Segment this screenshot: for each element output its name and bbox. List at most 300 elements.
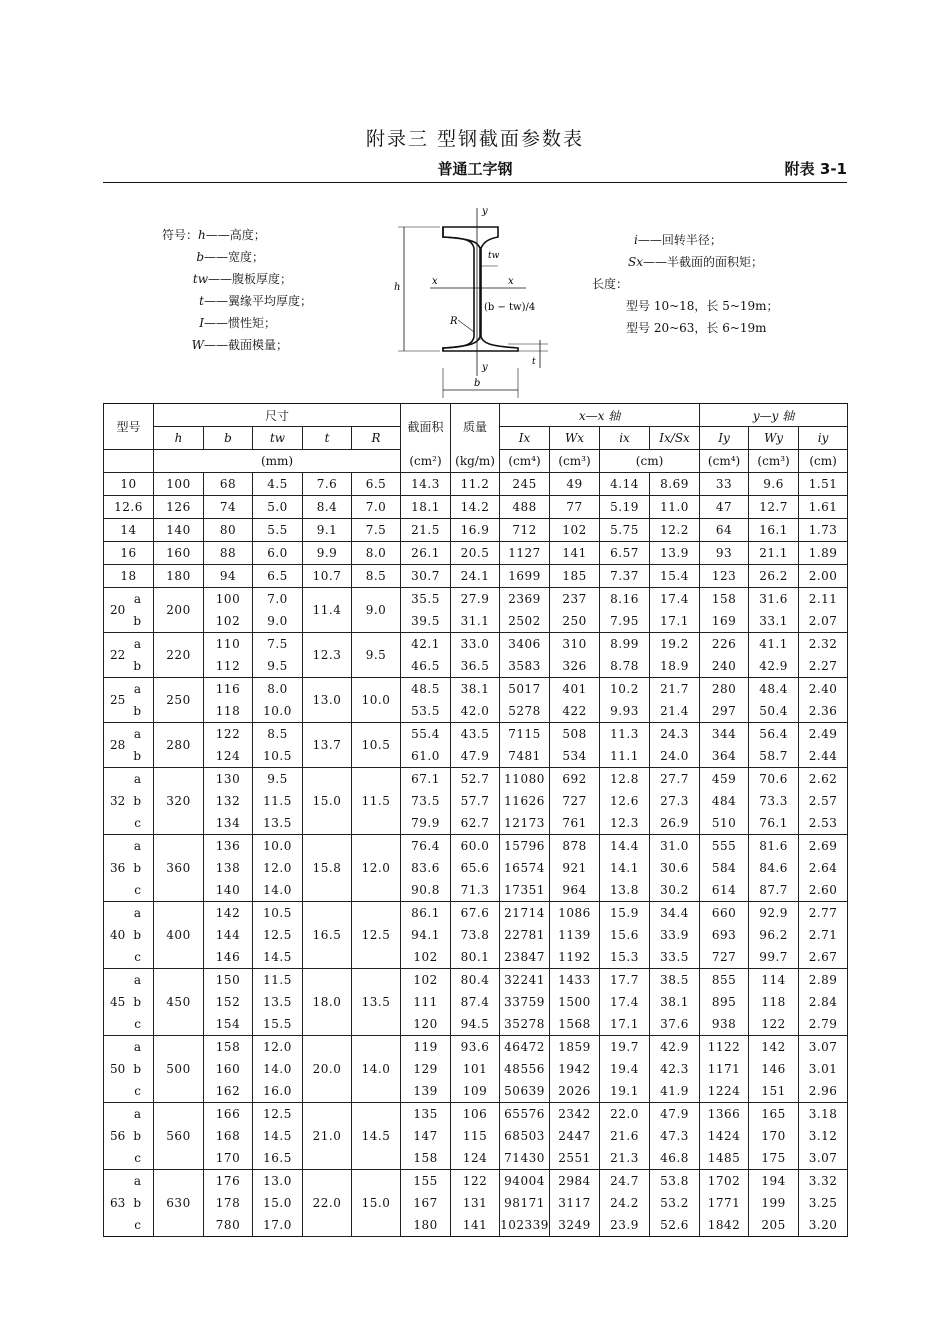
cell-r: 13.5 (352, 969, 401, 1036)
cell-area: 119 (401, 1036, 451, 1059)
cell-b: 74 (204, 496, 253, 519)
legend-row (162, 290, 312, 312)
cell-type: 18 (104, 565, 154, 588)
cell-ix: 8.78 (600, 655, 650, 678)
t-label: t (532, 357, 536, 367)
cell-mass: 60.0 (451, 835, 500, 858)
table-row (104, 473, 848, 496)
type-suffix: c (134, 950, 141, 964)
cell-type (104, 902, 154, 925)
legend-text: ——半截面的面积矩； (643, 255, 764, 269)
cell-mass: 94.5 (451, 1013, 500, 1036)
cell-r: 14.0 (352, 1036, 401, 1103)
cell-h: 140 (154, 519, 204, 542)
cell-wx: 1192 (550, 946, 600, 969)
cell-wy: 58.7 (749, 745, 799, 768)
cell-wx: 1433 (550, 969, 600, 992)
cell-h: 450 (154, 969, 204, 1036)
legend-text: ——宽度； (204, 250, 265, 264)
cell-h: 180 (154, 565, 204, 588)
col-header-ix-sx: Ix/Sx (650, 427, 700, 450)
cell-mass: 93.6 (451, 1036, 500, 1059)
cell-type: 12.6 (104, 496, 154, 519)
col-header-area: 截面积 (401, 404, 451, 450)
cell-area: 61.0 (401, 745, 451, 768)
cell-tw: 11.5 (253, 969, 303, 992)
cell-t: 13.0 (303, 678, 352, 723)
cell-ix: 17.4 (600, 991, 650, 1013)
cell-wy: 114 (749, 969, 799, 992)
table-row (104, 902, 848, 925)
cell-iy: 2.40 (799, 678, 848, 701)
cell-iy: 1.89 (799, 542, 848, 565)
cell-type (104, 879, 154, 902)
cell-ix: 5017 (500, 678, 550, 701)
cell-ixsx: 15.4 (650, 565, 700, 588)
unit-ix-radius: (cm) (600, 450, 700, 473)
cell-wx: 964 (550, 879, 600, 902)
cell-iy: 2.00 (799, 565, 848, 588)
table-row (104, 1103, 848, 1126)
cell-ix: 22781 (500, 924, 550, 946)
cell-area: 139 (401, 1080, 451, 1103)
cell-t: 9.9 (303, 542, 352, 565)
cell-type (104, 1080, 154, 1103)
cell-area: 155 (401, 1170, 451, 1193)
cell-ix: 23.9 (600, 1214, 650, 1237)
cell-t: 21.0 (303, 1103, 352, 1170)
cell-ix: 12.3 (600, 812, 650, 835)
cell-ixsx: 52.6 (650, 1214, 700, 1237)
col-header-dims: 尺寸 (154, 404, 401, 427)
cell-wy: 9.6 (749, 473, 799, 496)
x-axis-label-left: x (432, 276, 438, 287)
col-header-ix-inertia: Ix (500, 427, 550, 450)
cell-iy: 2.60 (799, 879, 848, 902)
cell-mass: 31.1 (451, 610, 500, 633)
cell-tw: 4.5 (253, 473, 303, 496)
cell-ix: 21.3 (600, 1147, 650, 1170)
cell-tw: 10.0 (253, 835, 303, 858)
type-suffix: b (133, 704, 141, 718)
cell-iy: 280 (700, 678, 749, 701)
cell-wy: 56.4 (749, 723, 799, 746)
cell-mass: 11.2 (451, 473, 500, 496)
cell-t: 12.3 (303, 633, 352, 678)
cell-ixsx: 27.3 (650, 790, 700, 812)
cell-iy: 484 (700, 790, 749, 812)
cell-iy: 1842 (700, 1214, 749, 1237)
ratio-label: (b − tw)/4 (484, 302, 536, 313)
cell-b: 152 (204, 991, 253, 1013)
cell-ixsx: 24.0 (650, 745, 700, 768)
table-row (104, 723, 848, 746)
cell-wx: 1086 (550, 902, 600, 925)
cell-type (104, 1192, 154, 1214)
cell-wx: 727 (550, 790, 600, 812)
cell-area: 129 (401, 1058, 451, 1080)
cell-area: 18.1 (401, 496, 451, 519)
cell-b: 166 (204, 1103, 253, 1126)
cell-area: 30.7 (401, 565, 451, 588)
cell-iy: 2.89 (799, 969, 848, 992)
cell-ix: 11.3 (600, 723, 650, 746)
cell-iy: 1771 (700, 1192, 749, 1214)
legend-row (592, 295, 779, 317)
cell-iy: 1.51 (799, 473, 848, 496)
legend-text: ——截面模量； (204, 338, 289, 352)
table-row (104, 812, 848, 835)
cell-h: 280 (154, 723, 204, 768)
cell-area: 135 (401, 1103, 451, 1126)
cell-b: 132 (204, 790, 253, 812)
unit-wy: (cm³) (749, 450, 799, 473)
legend-text: 型号 20~63，长 6~19m (626, 321, 767, 335)
cell-ix: 5.75 (600, 519, 650, 542)
cell-ix: 7.37 (600, 565, 650, 588)
cell-type (104, 678, 154, 707)
cell-area: 73.5 (401, 790, 451, 812)
cell-ix: 11.1 (600, 745, 650, 768)
table-number: 附表 3-1 (784, 160, 847, 178)
cell-ixsx: 26.9 (650, 812, 700, 835)
cell-ixsx: 33.9 (650, 924, 700, 946)
cell-ix: 17.7 (600, 969, 650, 992)
cell-iy: 2.11 (799, 588, 848, 611)
cell-wy: 199 (749, 1192, 799, 1214)
cell-iy: 459 (700, 768, 749, 791)
cell-type (104, 969, 154, 992)
cell-ixsx: 17.4 (650, 588, 700, 611)
cell-b: 110 (204, 633, 253, 656)
cell-ix: 6.57 (600, 542, 650, 565)
cell-b: 100 (204, 588, 253, 611)
type-suffix: b (133, 749, 141, 763)
cell-r: 8.0 (352, 542, 401, 565)
cell-b: 80 (204, 519, 253, 542)
cell-tw: 15.5 (253, 1013, 303, 1036)
cell-tw: 6.0 (253, 542, 303, 565)
cell-area: 83.6 (401, 857, 451, 879)
cell-iy: 555 (700, 835, 749, 858)
table-row (104, 768, 848, 791)
cell-iy: 3.12 (799, 1125, 848, 1147)
cell-wx: 1859 (550, 1036, 600, 1059)
cell-type (104, 1170, 154, 1193)
cell-mass: 24.1 (451, 565, 500, 588)
cell-h: 360 (154, 835, 204, 902)
cell-ix: 10.2 (600, 678, 650, 701)
cell-ix: 16574 (500, 857, 550, 879)
cell-mass: 101 (451, 1058, 500, 1080)
cell-tw: 13.0 (253, 1170, 303, 1193)
cell-ix: 488 (500, 496, 550, 519)
cell-iy: 2.84 (799, 991, 848, 1013)
cell-iy: 2.27 (799, 655, 848, 678)
cell-b: 68 (204, 473, 253, 496)
cell-wy: 142 (749, 1036, 799, 1059)
cell-tw: 16.5 (253, 1147, 303, 1170)
type-suffix: a (133, 1174, 141, 1188)
cell-wy: 42.9 (749, 655, 799, 678)
cell-t: 8.4 (303, 496, 352, 519)
table-row (104, 879, 848, 902)
type-suffix: a (133, 1107, 141, 1121)
cell-r: 14.5 (352, 1103, 401, 1170)
x-axis-label-right: x (508, 276, 514, 287)
legend-text: 长度： (592, 277, 629, 291)
cell-wy: 50.4 (749, 700, 799, 723)
type-number: 20 (110, 603, 126, 617)
table-row (104, 745, 848, 768)
type-number: 28 (110, 738, 126, 752)
cell-t: 20.0 (303, 1036, 352, 1103)
cell-ixsx: 27.7 (650, 768, 700, 791)
type-suffix: b (133, 614, 141, 628)
cell-tw: 14.5 (253, 1125, 303, 1147)
cell-tw: 13.5 (253, 991, 303, 1013)
cell-iy: 2.64 (799, 857, 848, 879)
cell-h: 500 (154, 1036, 204, 1103)
cell-mass: 16.9 (451, 519, 500, 542)
cell-ix: 7115 (500, 723, 550, 746)
cell-area: 42.1 (401, 633, 451, 656)
cell-ix: 48556 (500, 1058, 550, 1080)
cell-iy: 2.44 (799, 745, 848, 768)
cell-ix: 102339 (500, 1214, 550, 1237)
type-number: 40 (110, 928, 126, 942)
type-suffix: c (134, 816, 141, 830)
cell-tw: 16.0 (253, 1080, 303, 1103)
cell-wx: 1139 (550, 924, 600, 946)
col-header-iy-radius: iy (799, 427, 848, 450)
table-row (104, 790, 848, 812)
cell-ix: 8.99 (600, 633, 650, 656)
cell-ixsx: 53.2 (650, 1192, 700, 1214)
cell-b: 112 (204, 655, 253, 678)
cell-ix: 94004 (500, 1170, 550, 1193)
b-label: b (474, 378, 481, 389)
cell-b: 160 (204, 1058, 253, 1080)
cell-type (104, 857, 154, 879)
cell-ix: 4.14 (600, 473, 650, 496)
cell-ix: 2369 (500, 588, 550, 611)
cell-t: 18.0 (303, 969, 352, 1036)
cell-tw: 12.5 (253, 924, 303, 946)
cell-ixsx: 8.69 (650, 473, 700, 496)
cell-type (104, 655, 154, 678)
cell-iy: 3.32 (799, 1170, 848, 1193)
cell-ix: 2502 (500, 610, 550, 633)
type-suffix: a (133, 839, 141, 853)
cell-t: 7.6 (303, 473, 352, 496)
cell-mass: 33.0 (451, 633, 500, 656)
cell-b: 146 (204, 946, 253, 969)
cell-wx: 326 (550, 655, 600, 678)
legend-symbol: tw (192, 272, 208, 286)
cell-wy: 122 (749, 1013, 799, 1036)
y-axis-label-top: y (482, 206, 488, 217)
cell-wy: 170 (749, 1125, 799, 1147)
cell-wx: 692 (550, 768, 600, 791)
type-suffix: b (133, 659, 141, 673)
cell-b: 138 (204, 857, 253, 879)
i-beam-left-flange (443, 227, 474, 351)
cell-iy: 1122 (700, 1036, 749, 1059)
cell-iy: 660 (700, 902, 749, 925)
col-header-tw: tw (253, 427, 303, 450)
legend-row (592, 229, 779, 251)
cell-type: 16 (104, 542, 154, 565)
type-suffix: a (133, 637, 141, 651)
cell-type (104, 1103, 154, 1126)
cell-wx: 761 (550, 812, 600, 835)
cell-ix: 14.4 (600, 835, 650, 858)
cell-ix: 15.6 (600, 924, 650, 946)
cell-wx: 250 (550, 610, 600, 633)
cell-t: 15.8 (303, 835, 352, 902)
table-row (104, 542, 848, 565)
type-number: 32 (110, 794, 126, 808)
cell-ix: 5278 (500, 700, 550, 723)
cell-iy: 3.07 (799, 1036, 848, 1059)
cell-tw: 11.5 (253, 790, 303, 812)
cell-ix: 11080 (500, 768, 550, 791)
cell-wy: 87.7 (749, 879, 799, 902)
cell-iy: 2.79 (799, 1013, 848, 1036)
cell-area: 55.4 (401, 723, 451, 746)
cell-tw: 5.0 (253, 496, 303, 519)
cell-area: 86.1 (401, 902, 451, 925)
legend-text: ——高度； (205, 228, 266, 242)
cell-mass: 62.7 (451, 812, 500, 835)
cell-ix: 23847 (500, 946, 550, 969)
cell-wy: 70.6 (749, 768, 799, 791)
cell-b: 780 (204, 1214, 253, 1237)
cell-area: 102 (401, 946, 451, 969)
cell-ix: 15.3 (600, 946, 650, 969)
cell-ix: 15796 (500, 835, 550, 858)
cell-iy: 693 (700, 924, 749, 946)
cell-type (104, 812, 154, 835)
cell-b: 144 (204, 924, 253, 946)
cell-tw: 13.5 (253, 812, 303, 835)
cell-wy: 99.7 (749, 946, 799, 969)
cell-tw: 7.5 (253, 633, 303, 656)
type-suffix: a (133, 906, 141, 920)
table-name: 普通工字钢 (437, 160, 513, 178)
type-suffix: a (133, 973, 141, 987)
cell-ix: 17.1 (600, 1013, 650, 1036)
cell-iy: 297 (700, 700, 749, 723)
cell-ixsx: 24.3 (650, 723, 700, 746)
table-row (104, 1013, 848, 1036)
cell-h: 160 (154, 542, 204, 565)
cell-b: 168 (204, 1125, 253, 1147)
cell-b: 122 (204, 723, 253, 746)
cell-mass: 106 (451, 1103, 500, 1126)
cell-iy: 1702 (700, 1170, 749, 1193)
type-suffix: c (134, 1017, 141, 1031)
cell-ix: 35278 (500, 1013, 550, 1036)
r-label: R (450, 316, 458, 327)
table-row (104, 991, 848, 1013)
cell-ixsx: 19.2 (650, 633, 700, 656)
cell-r: 10.5 (352, 723, 401, 768)
table-row (104, 1058, 848, 1080)
cell-ix: 12.6 (600, 790, 650, 812)
cell-r: 6.5 (352, 473, 401, 496)
cell-type (104, 1125, 154, 1147)
cell-h: 320 (154, 768, 204, 835)
cell-type: 10 (104, 473, 154, 496)
cell-iy: 3.20 (799, 1214, 848, 1237)
table-row (104, 1170, 848, 1193)
cell-tw: 15.0 (253, 1192, 303, 1214)
legend-symbol: I (199, 316, 204, 330)
type-suffix: a (133, 592, 141, 606)
legend-row (162, 268, 312, 290)
cell-iy: 614 (700, 879, 749, 902)
cell-ix: 3406 (500, 633, 550, 656)
cell-mass: 42.0 (451, 700, 500, 723)
cell-t: 22.0 (303, 1170, 352, 1237)
cell-iy: 2.69 (799, 835, 848, 858)
cell-area: 180 (401, 1214, 451, 1237)
cell-b: 136 (204, 835, 253, 858)
col-header-wy: Wy (749, 427, 799, 450)
cell-mass: 73.8 (451, 924, 500, 946)
cell-iy: 226 (700, 633, 749, 656)
legend-symbol: h (198, 228, 206, 242)
cell-ixsx: 21.7 (650, 678, 700, 701)
col-header-type: 型号 (104, 404, 154, 450)
cell-ix: 7.95 (600, 610, 650, 633)
cell-h: 560 (154, 1103, 204, 1170)
cell-wy: 73.3 (749, 790, 799, 812)
cell-iy: 2.62 (799, 768, 848, 791)
cell-iy: 123 (700, 565, 749, 588)
cell-iy: 3.01 (799, 1058, 848, 1080)
type-suffix: b (133, 1062, 141, 1076)
col-header-r: R (352, 427, 401, 450)
cell-wy: 48.4 (749, 678, 799, 701)
cell-mass: 71.3 (451, 879, 500, 902)
cell-ixsx: 34.4 (650, 902, 700, 925)
cell-t: 16.5 (303, 902, 352, 969)
tw-label: tw (488, 251, 500, 261)
cell-ix: 21.6 (600, 1125, 650, 1147)
cell-iy: 3.07 (799, 1147, 848, 1170)
cell-b: 170 (204, 1147, 253, 1170)
cell-iy: 3.18 (799, 1103, 848, 1126)
cell-ix: 21714 (500, 902, 550, 925)
cell-wx: 102 (550, 519, 600, 542)
cell-h: 200 (154, 588, 204, 633)
cell-wy: 76.1 (749, 812, 799, 835)
cell-ixsx: 38.1 (650, 991, 700, 1013)
table-row (104, 655, 848, 678)
cell-ix: 46472 (500, 1036, 550, 1059)
cell-b: 154 (204, 1013, 253, 1036)
cell-iy: 1171 (700, 1058, 749, 1080)
cell-area: 76.4 (401, 835, 451, 858)
cell-ixsx: 42.9 (650, 1036, 700, 1059)
legend-row (162, 246, 312, 268)
legend-symbol: i (634, 233, 638, 247)
cell-iy: 1.61 (799, 496, 848, 519)
table-row (104, 588, 848, 611)
